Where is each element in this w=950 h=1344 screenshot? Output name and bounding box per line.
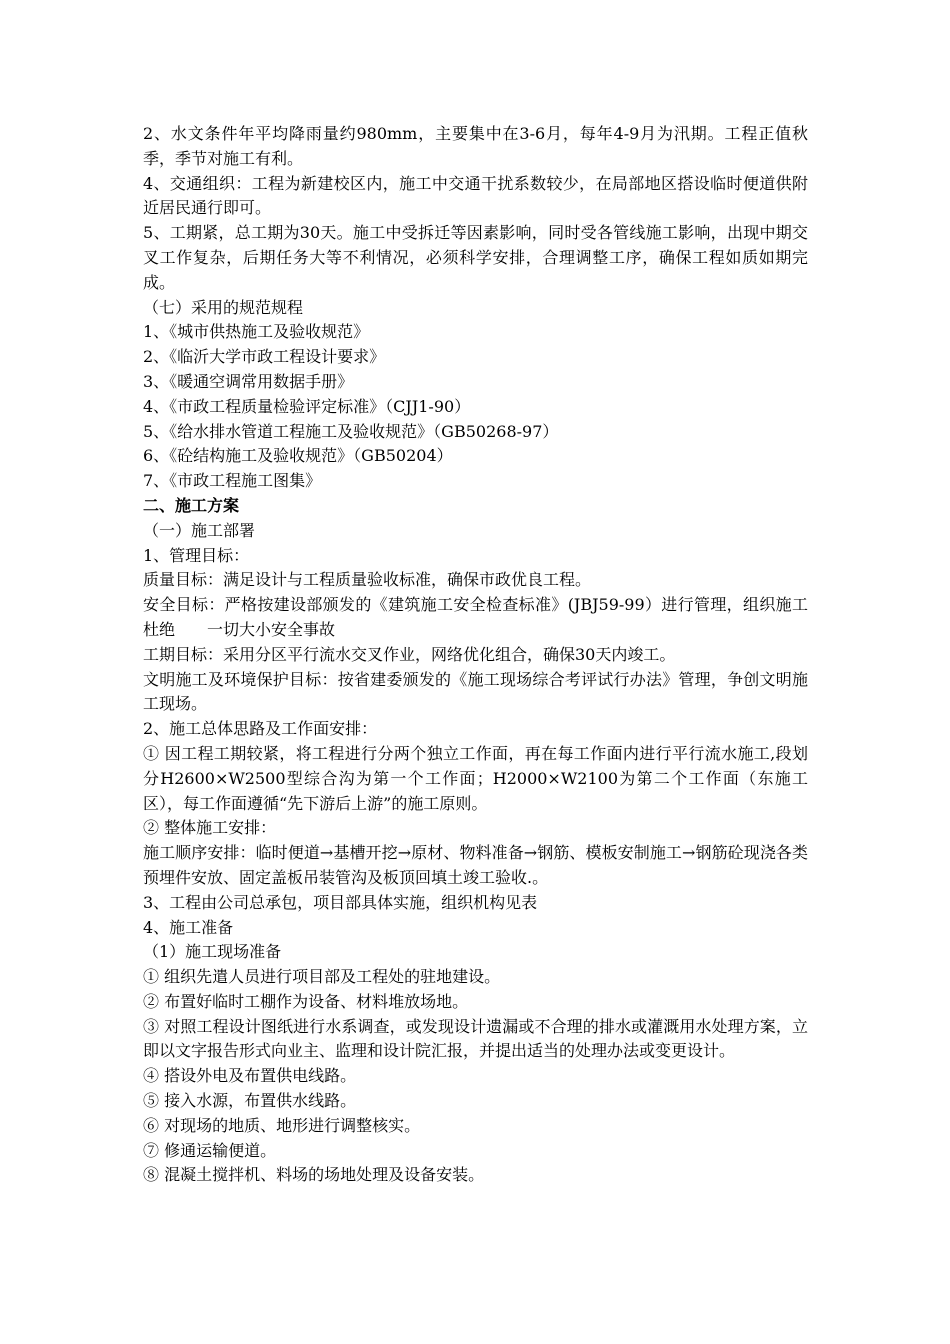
- preparation-item-1: ① 组织先遣人员进行项目部及工程处的驻地建设。: [143, 967, 501, 987]
- construction-sequence: 施工顺序安排：临时便道→基槽开挖→原材、物料准备→钢筋、模板安制施工→钢筋砼现浇各类预埋件安放、固定盖板吊装管沟及板顶回填土竣工验收.。: [143, 843, 808, 887]
- site-preparation-title: （1）施工现场准备: [143, 942, 282, 962]
- standard-item-3: 3、《暖通空调常用数据手册》: [143, 371, 354, 391]
- preparation-item-8: ⑧ 混凝土搅拌机、料场的场地处理及设备安装。: [143, 1165, 485, 1185]
- standard-item-2: 2、《临沂大学市政工程设计要求》: [143, 347, 386, 367]
- approach-item-2: ② 整体施工安排：: [143, 818, 277, 838]
- subsection-management-goals: 1、管理目标：: [143, 545, 250, 565]
- standard-item-5: 5、《给水排水管道工程施工及验收规范》（GB50268-97）: [143, 421, 559, 441]
- standard-item-1: 1、《城市供热施工及验收规范》: [143, 322, 370, 342]
- section-title-standards: （七）采用的规范规程: [143, 297, 304, 317]
- subsection-preparation: 4、施工准备: [143, 917, 234, 937]
- goal-schedule: 工期目标：采用分区平行流水交叉作业，网络优化组合，确保30天内竣工。: [143, 644, 676, 664]
- preparation-item-2: ② 布置好临时工棚作为设备、材料堆放场地。: [143, 991, 469, 1011]
- preparation-item-3: ③ 对照工程设计图纸进行水系调查，或发现设计遗漏或不合理的排水或灌溉用水处理方案，立即以文字报告形式向业主、监理和设计院汇报，并提出适当的处理办法或变更设计。: [143, 1016, 808, 1061]
- document-page: [143, 122, 841, 1188]
- subsection-contracting: 3、工程由公司总承包，项目部具体实施，组织机构见表: [143, 892, 538, 912]
- paragraph-traffic: 4、交通组织：工程为新建校区内，施工中交通干扰系数较少，在局部地区搭设临时便道供附近居民通行即可。: [143, 173, 808, 218]
- preparation-item-6: ⑥ 对现场的地质、地形进行调整核实。: [143, 1115, 421, 1135]
- paragraph-hydrology: 2、水文条件年平均降雨量约980mm，主要集中在3-6月，每年4-9月为汛期。工程正值秋季，季节对施工有利。: [143, 124, 808, 168]
- standard-item-4: 4、《市政工程质量检验评定标准》（CJJ1-90）: [143, 396, 471, 416]
- preparation-item-7: ⑦ 修通运输便道。: [143, 1140, 277, 1160]
- approach-item-1: ① 因工程工期较紧，将工程进行分两个独立工作面，再在每工作面内进行平行流水施工,段划分H2600×W2500型综合沟为第一个工作面；H2000×W2100为第二个工作面（东施工区），每工作面遵循“先下游后上游”的施工原则。: [143, 743, 808, 813]
- section-title-deployment: （一）施工部署: [143, 520, 256, 540]
- chapter-heading-construction-plan: 二、施工方案: [143, 495, 240, 515]
- goal-safety: 安全目标：严格按建设部颁发的《建筑施工安全检查标准》(JBJ59-99）进行管理，组织施工 杜绝 一切大小安全事故: [143, 595, 841, 639]
- goal-civilized-construction: 文明施工及环境保护目标：按省建委颁发的《施工现场综合考评试行办法》管理，争创文明施工现场。: [143, 669, 808, 714]
- preparation-item-5: ⑤ 接入水源，布置供水线路。: [143, 1091, 357, 1111]
- subsection-overall-approach: 2、施工总体思路及工作面安排：: [143, 719, 378, 739]
- standard-item-7: 7、《市政工程施工图集》: [143, 471, 322, 491]
- goal-quality: 质量目标：满足设计与工程质量验收标准，确保市政优良工程。: [143, 570, 592, 590]
- standard-item-6: 6、《砼结构施工及验收规范》（GB50204）: [143, 446, 453, 466]
- paragraph-schedule: 5、工期紧，总工期为30天。施工中受拆迁等因素影响，同时受各管线施工影响，出现中期交叉工作复杂，后期任务大等不利情况，必须科学安排，合理调整工序，确保工程如质如期完成。: [143, 223, 808, 292]
- preparation-item-4: ④ 搭设外电及布置供电线路。: [143, 1066, 357, 1086]
